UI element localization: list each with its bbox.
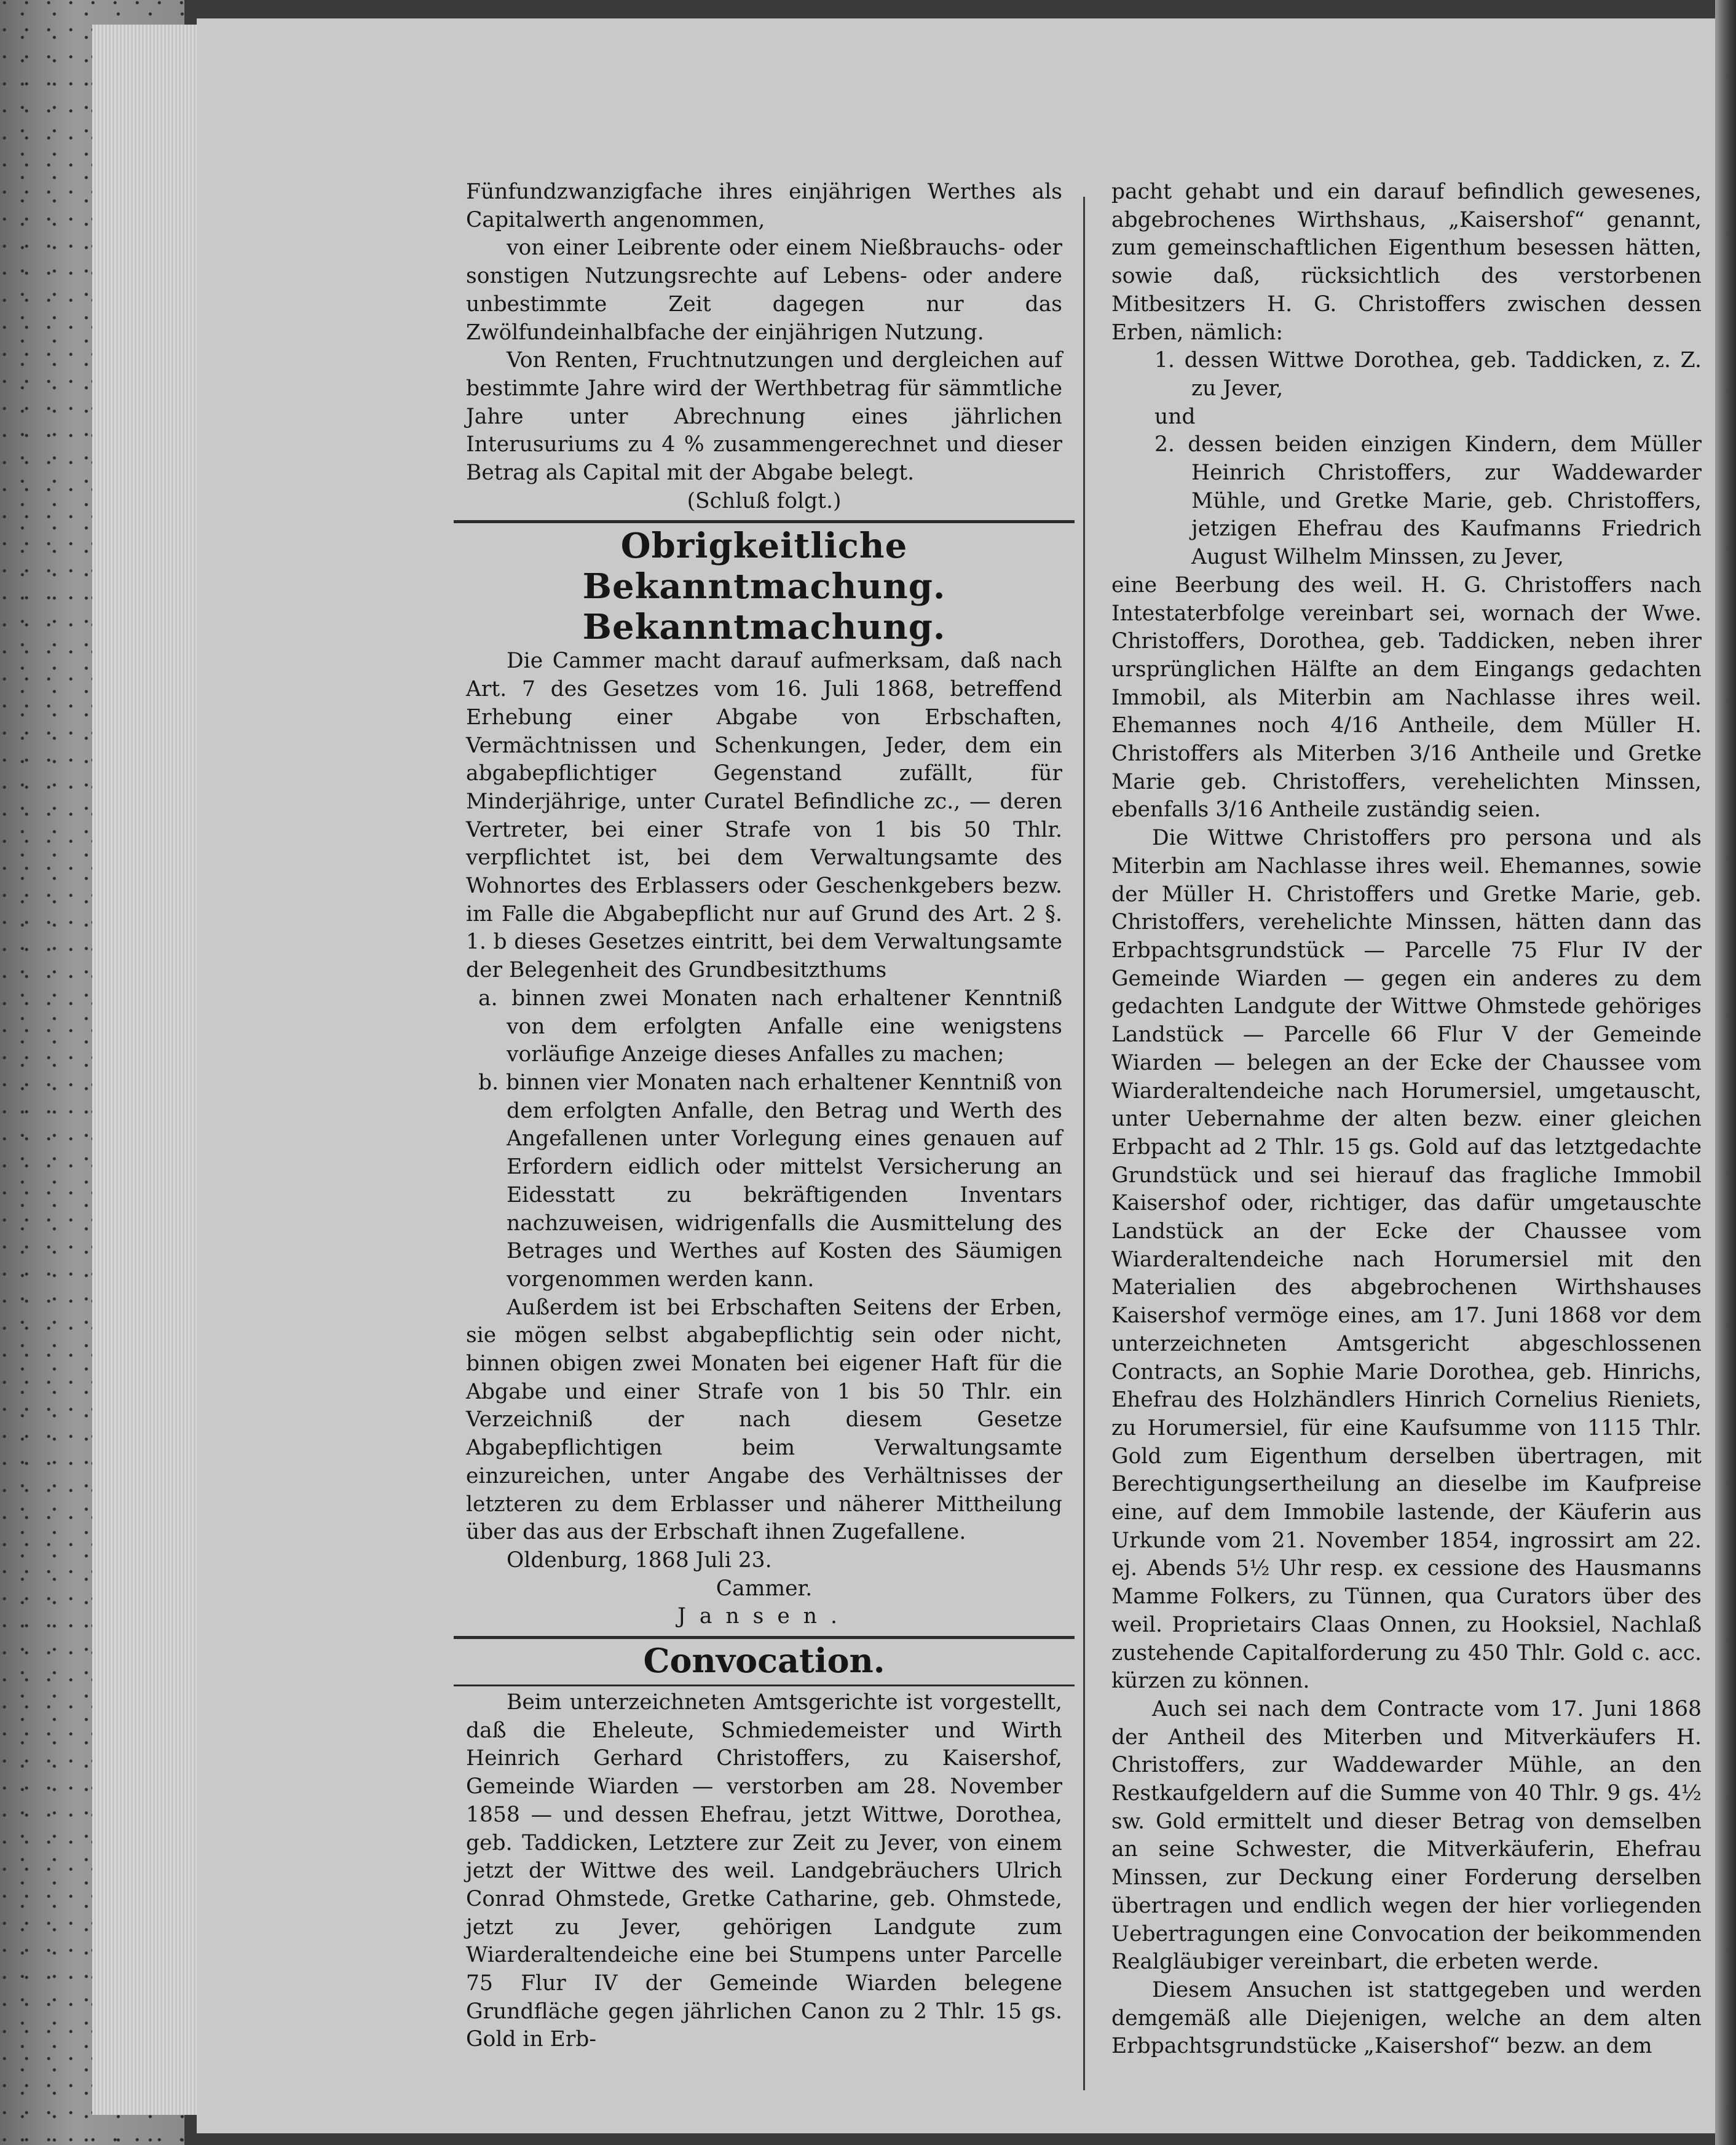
page-right-edge [1715,0,1736,2145]
heir-marker: 2. [1154,432,1175,457]
convocation-paragraph: Beim unterzeichneten Amtsgerichte ist vorgestellt, daß die Eheleute, Schmiedemeister und Wirth Heinrich Gerhard Christoffers, zu Kaisershof, Gemeinde Wiarden — verstorben am 28. November 1858 — und dessen Ehefrau, jetzt Wittwe, Dorothea, geb. Taddicken, Letztere zur Zeit zu Jever, von einem jetzt der Wittwe des weil. Landgebräuchers Ulrich Conrad Ohmstede, Gretke Catharine, geb. Ohmstede, jetzt zu Jever, gehörigen Landgute zum Wiarderaltendeiche eine bei Stumpens unter Parcelle 75 Flur IV der Gemeinde Wiarden belegene Grundfläche gegen jährlichen Canon zu 2 Thlr. 15 gs. Gold in Erb- [466,1690,1062,2052]
heir-connector [1111,403,1702,432]
section-rule [454,520,1075,523]
intro-paragraph-3: Von Renten, Fruchtnutzungen und dergleichen auf bestimmte Jahre wird der Werthbetrag für sämmtliche Jahre unter Abrechnung eines jährlichen Interusuriums zu 4 % zusammengerechnet und dieser Betrag als Capital mit der Abgabe belegt. [466,348,1062,486]
right-column [1111,178,1702,2061]
exchange-paragraph: Die Wittwe Christoffers pro persona und als Miterbin am Nachlasse ihres weil. Ehemannes, sowie der Müller H. Christoffers und Gretke Marie, geb. Christoffers, verehelichte Minssen, hätten dann das Erbpachtsgrundstück — Parcelle 75 Flur IV der Gemeinde Wiarden — gegen ein anderes zu dem gedachten Landgute der Wittwe Ohmstede gehöriges Landstück — Parcelle 66 Flur V der Gemeinde Wiarden — belegen an der Ecke der Chaussee vom Wiarderaltendeiche nach Horumersiel, umgetauscht, unter Uebernahme der alten bezw. einer gleichen Erbpacht ad 2 Thlr. 15 gs. Gold auf das letztgedachte Grundstück und sei hierauf das fragliche Immobil Kaisershof oder, richtiger, das dafür umgetauschte Landstück an der Ecke der Chaussee vom Wiarderaltendeiche nach Horumersiel mit den Materialien des abgebrochenen Wirthshauses Kaisershof vermöge eines, am 17. Juni 1868 vor dem unterzeichneten Amtsgericht abgeschlossenen Contracts, an Sophie Marie Dorothea, geb. Hinrichs, Ehefrau des Holzhändlers Hinrich Cornelius Rieniets, zu Horumersiel, für eine Kaufsumme von 1115 Thlr. Gold zum Eigenthum derselben übertragen, mit Berechtigungsertheilung an dieselbe im Kaufpreise eine, auf dem Immobile lastende, der Käuferin aus Urkunde vom 21. November 1854, ingrossirt am 22. ej. Abends 5½ Uhr resp. ex cessione des Hausmanns Mamme Folkers, zu Tünnen, qua Curators über des weil. Proprietairs Claas Onnen, zu Hooksiel, Nachlaß zustehende Capitalforderung zu 450 Thlr. Gold c. acc. kürzen zu können. [1111,826,1702,1694]
summons-paragraph: Diesem Ansuchen ist stattgegeben und werden demgemäß alle Diejenigen, welche an dem alten Erbpachtsgrundstücke „Kaisershof“ bezw. an dem [1111,1978,1702,2059]
heir-text: dessen beiden einzigen Kindern, dem Müller Heinrich Christoffers, zur Waddewarder Mühle, und Gretke Marie, geb. Christoffers, jetzigen Ehefrau des Kaufmanns Friedrich August Wilhelm Minssen, zu Jever, [1188,432,1702,570]
section-heading: Obrigkeitliche Bekanntmachung. [582,526,946,607]
intro-paragraph-1: Fünfundzwanzigfache ihres einjährigen Werthes als Capitalwerth angenommen, [466,180,1062,232]
continued-note: (Schluß folgt.) [687,488,842,513]
convocation-heading: Convocation. [643,1641,885,1681]
notice-heading: Bekanntmachung. [582,607,946,648]
heir-text: und [1154,404,1196,429]
notice-place-date: Oldenburg, 1868 Juli 23. [507,1547,772,1573]
notice-item-text: binnen zwei Monaten nach erhaltener Kenntniß von dem erfolgten Anfalle eine wenigstens vorläufige Anzeige dieses Anfalles zu machen; [507,986,1063,1067]
notice-item-b [466,1069,1062,1294]
convocation-rule [454,1636,1075,1639]
convocation-underline [454,1685,1075,1686]
contract-paragraph: Auch sei nach dem Contracte vom 17. Juni 1868 der Antheil des Miterben und Mitverkäufers H. Christoffers, zur Waddewarder Mühle, an den Restkaufgeldern auf die Summe von 40 Thlr. 9 gs. 4½ sw. Gold ermittelt und dieser Betrag von demselben an seine Schwester, die Mitverkäuferin, Ehefrau Minssen, zur Deckung einer Forderung derselben übertragen und endlich wegen der hier vorliegenden Uebertragungen eine Convocation der beikommenden Realgläubiger vereinbart, die erbeten werde. [1111,1696,1702,1975]
notice-item-text: binnen vier Monaten nach erhaltener Kenntniß von dem erfolgten Anfalle, den Betrag und Werth des Angefallenen unter Vorlegung eines genauen auf Erfordern eidlich oder mittelst Versicherung an Eidesstatt zu bekräftigenden Inventars nachzuweisen, widrigenfalls die Ausmittelung des Betrages und Werthes auf Kosten des Säumigen vorgenommen werden kann. [505,1070,1062,1292]
intro-paragraph-2: von einer Leibrente oder einem Nießbrauchs- oder sonstigen Nutzungsrechte auf Lebens- oder andere unbestimmte Zeit dagegen nur das Zwölfundeinhalbfache der einjährigen Nutzung. [466,235,1062,345]
notice-item-marker: b. [478,1070,499,1095]
notice-item-marker: a. [478,986,498,1011]
notice-paragraph-2: Außerdem ist bei Erbschaften Seitens der Erben, sie mögen selbst abgabepflichtig sein oder nicht, binnen obigen zwei Monaten bei eigener Haft für die Abgabe und einer Strafe von 1 bis 50 Thlr. ein Verzeichniß der nach diesem Gesetze Abgabepflichtigen beim Verwaltungsamte einzureichen, unter Angabe des Verhältnisses der letzteren zu dem Erblasser und näherer Mittheilung über das aus der Erbschaft ihnen Zugefallene. [466,1295,1062,1545]
left-column [466,178,1062,2054]
column-divider [1083,197,1085,2090]
heir-marker: 1. [1154,348,1175,373]
notice-authority: Cammer. [716,1576,813,1601]
inheritance-paragraph: eine Beerbung des weil. H. G. Christoffers nach Intestaterbfolge vereinbart sei, wornach der Wwe. Christoffers, Dorothea, geb. Taddicken, neben ihrer ursprünglichen Hälfte an dem Eingangs gedachten Immobil, als Miterbin am Nachlasse ihres weil. Ehemannes noch 4/16 Antheile, dem Müller H. Christoffers als Miterben 3/16 Antheile und Gretke Marie geb. Christoffers, verehelichten Minssen, ebenfalls 3/16 Antheile zuständig seien. [1111,572,1702,823]
continuation-paragraph: pacht gehabt und ein darauf befindlich gewesenes, abgebrochenes Wirthshaus, „Kaisershof“ genannt, zum gemeinschaftlichen Eigenthum besessen hätten, sowie daß, rücksichtlich des verstorbenen Mitbesitzers H. G. Christoffers zwischen dessen Erben, nämlich: [1111,180,1702,345]
notice-item-a [466,985,1062,1069]
notice-signature: Jansen. [677,1604,851,1629]
notice-paragraph: Die Cammer macht darauf aufmerksam, daß nach Art. 7 des Gesetzes vom 16. Juli 1868, betreffend Erhebung einer Abgabe von Erbschaften, Vermächtnissen und Schenkungen, Jeder, dem ein abgabepflichtiger Gegenstand zufällt, für Minderjährige, unter Curatel Befindliche zc., — deren Vertreter, bei einer Strafe von 1 bis 50 Thlr. verpflichtet ist, bei dem Verwaltungsamte des Wohnortes des Erblassers oder Geschenkgebers bezw. im Falle die Abgabepflicht nur auf Grund des Art. 2 §. 1. b dieses Gesetzes eintritt, bei dem Verwaltungsamte der Belegenheit des Grundbesitzthums [466,649,1062,983]
heir-text: dessen Wittwe Dorothea, geb. Taddicken, z. Z. zu Jever, [1184,348,1702,401]
heir-item-1 [1111,347,1702,403]
page-stack [92,25,199,2115]
heir-item-2 [1111,431,1702,572]
